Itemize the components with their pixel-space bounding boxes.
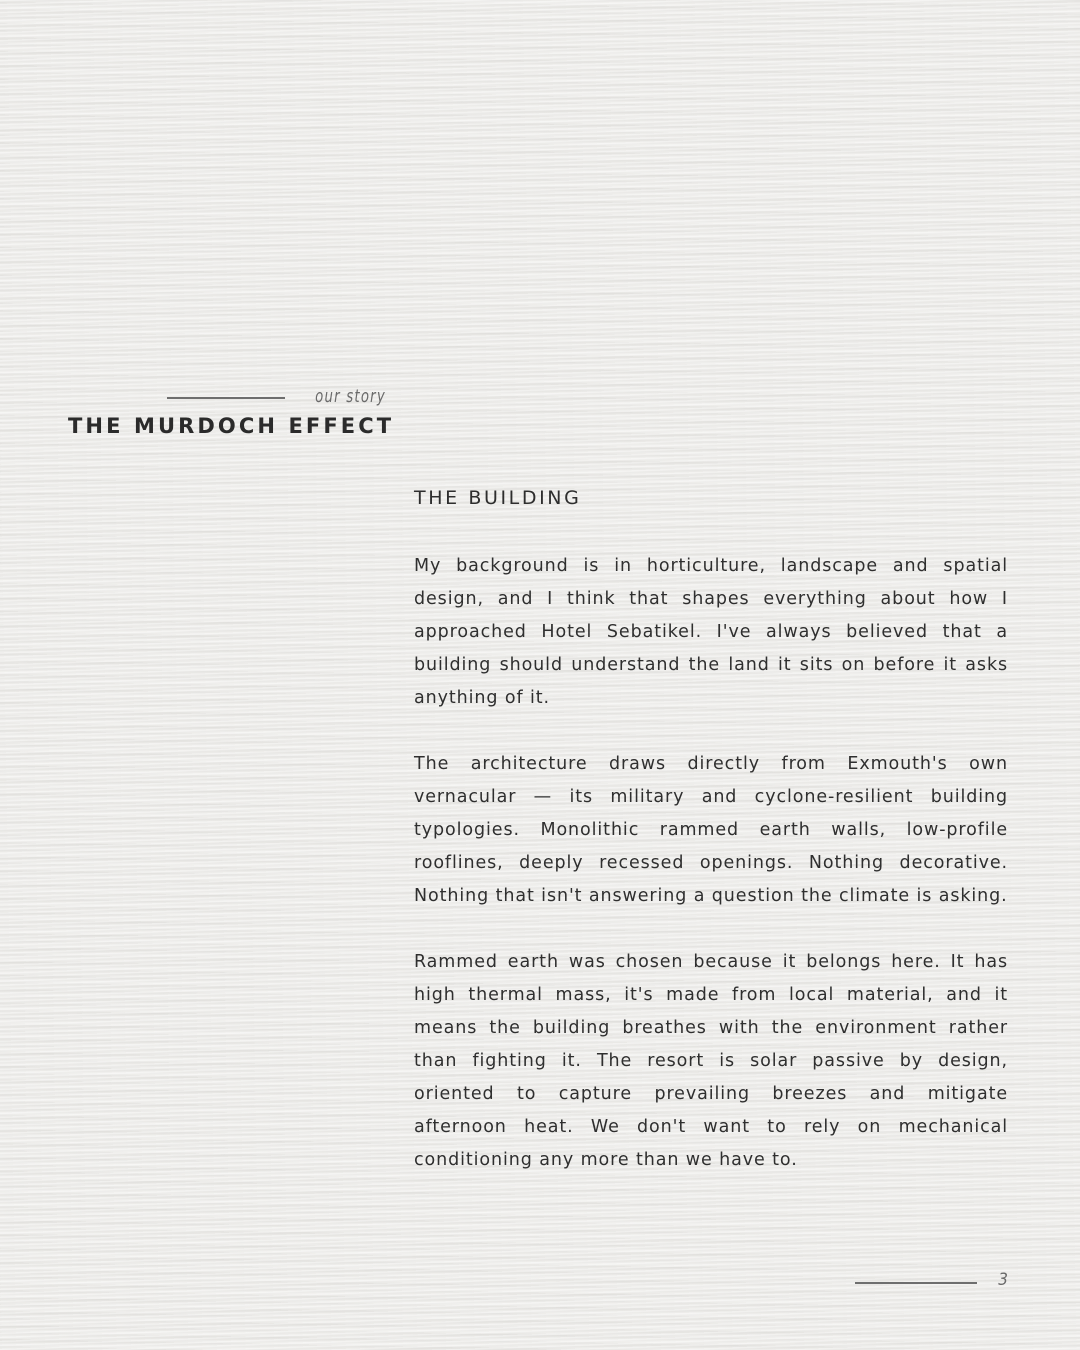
section-heading: THE BUILDING: [414, 487, 582, 509]
paragraph-rammed-earth: Rammed earth was chosen because it belongs here. It has high thermal mass, it's made from local material, and it means the building breathes with the environment rather than fighting it. The resort is solar passive by design, oriented to capture prevailing breezes and mitigate afternoon heat. We don't want to rely on mechanical conditioning any more than we have to.: [414, 952, 1008, 1170]
section-kicker: our story: [315, 386, 386, 407]
article-body: [414, 484, 1008, 1210]
page-number: 3: [998, 1270, 1008, 1290]
page-title: THE MURDOCH EFFECT: [68, 414, 395, 438]
footer-divider-line: [855, 1282, 977, 1284]
paragraph-architecture: The architecture draws directly from Exmouth's own vernacular — its military and cyclone-resilient building typologies. Monolithic rammed earth walls, low-profile rooflines, deeply recessed openings. Nothing decorative. Nothing that isn't answering a question the climate is asking.: [414, 754, 1008, 906]
paragraph-background: My background is in horticulture, landscape and spatial design, and I think that shapes everything about how I approached Hotel Sebatikel. I've always believed that a building should understand the land it sits on before it asks anything of it.: [414, 556, 1008, 708]
header-divider-line: [167, 397, 285, 399]
